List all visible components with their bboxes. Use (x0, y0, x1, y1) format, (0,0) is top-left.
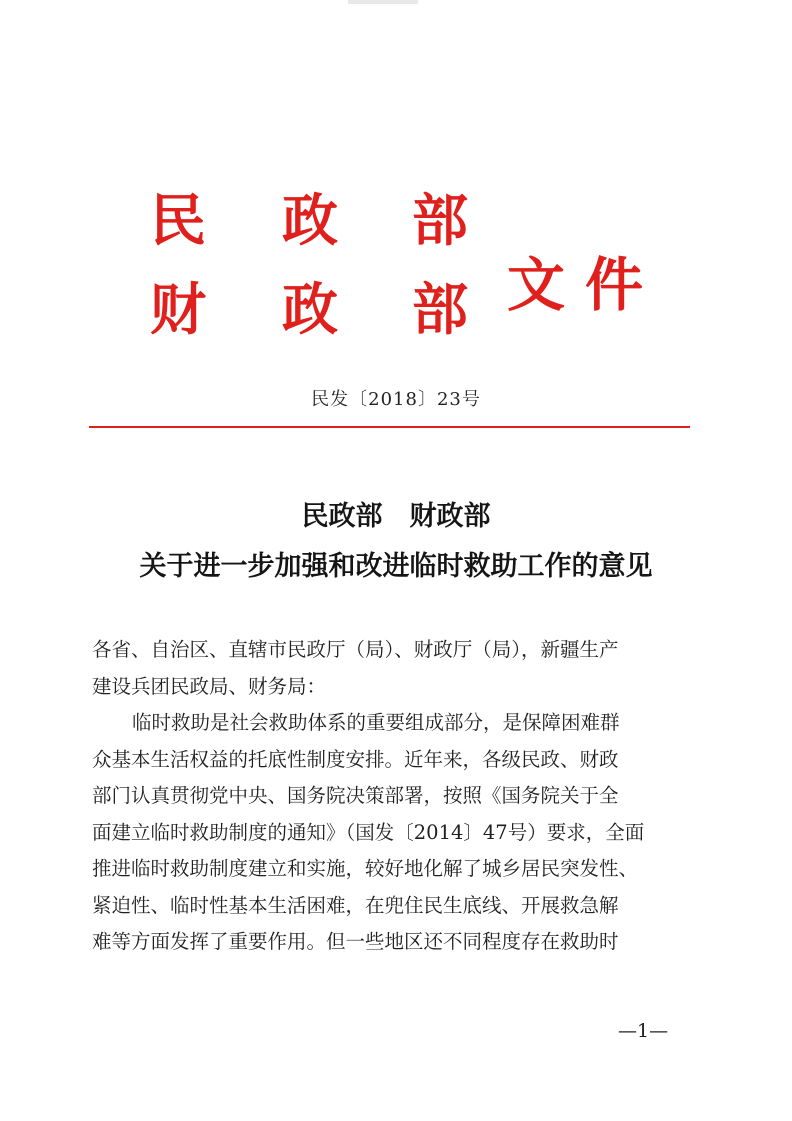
body-line: 难等方面发挥了重要作用。但一些地区还不同程度存在救助时 (92, 930, 619, 953)
red-divider-line (89, 426, 690, 428)
page-number: —1— (618, 1020, 669, 1042)
body-line: 推进临时救助制度建立和实施，较好地化解了城乡居民突发性、 (92, 857, 639, 880)
body-line: 紧迫性、临时性基本生活困难，在兜住民生底线、开展救急解 (92, 893, 619, 917)
issuer1-char-1: 民 (150, 188, 206, 254)
body-line: 临时救助是社会救助体系的重要组成部分，是保障困难群 (132, 711, 620, 734)
document-title-issuers: 民政部 财政部 (301, 501, 491, 532)
issuer2-char-3: 部 (412, 277, 468, 343)
document-title: 关于进一步加强和改进临时救助工作的意见 (139, 551, 653, 582)
body-line: 众基本生活权益的托底性制度安排。近年来，各级民政、财政 (92, 747, 619, 771)
issuer1-char-3: 部 (412, 188, 468, 254)
issuer1-char-2: 政 (282, 188, 338, 254)
document-body (92, 632, 696, 961)
document-type-label: 文件 (507, 251, 664, 319)
document-number: 民发〔2018〕23号 (311, 389, 481, 410)
issuer2-char-1: 财 (150, 277, 206, 343)
body-line: 建设兵团民政局、财务局： (92, 674, 327, 698)
body-line: 面建立临时救助制度的通知》（国发〔2014〕47号）要求，全面 (92, 820, 645, 844)
body-line: 各省、自治区、直辖市民政厅（局）、财政厅（局），新疆生产 (92, 638, 619, 661)
body-line: 部门认真贯彻党中央、国务院决策部署，按照《国务院关于全 (92, 784, 619, 807)
scan-artifact (348, 0, 418, 4)
issuer2-char-2: 政 (282, 277, 338, 343)
